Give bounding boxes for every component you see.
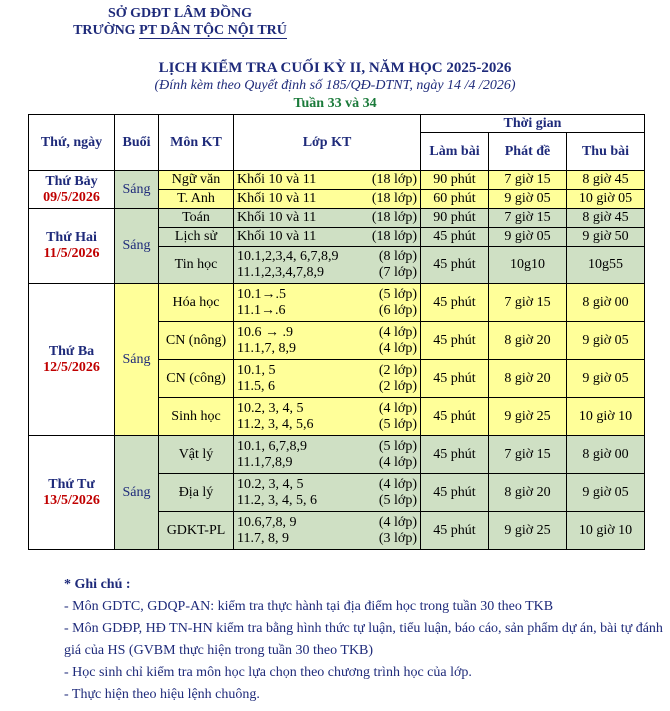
class-count: (4 lớp): [378, 476, 417, 492]
end-cell: 10 giờ 10: [567, 512, 645, 550]
start-cell: 9 giờ 25: [489, 398, 567, 436]
document-title: LỊCH KIỂM TRA CUỐI KỲ II, NĂM HỌC 2025-2026: [158, 60, 512, 76]
class-list: 10.2, 3, 4, 5: [237, 476, 304, 492]
duration-cell: 60 phút: [421, 190, 489, 209]
day-cell: [29, 284, 115, 436]
start-cell: 9 giờ 25: [489, 512, 567, 550]
session-cell: Sáng: [115, 436, 159, 550]
subject-cell: Vật lý: [159, 436, 234, 474]
day-name: Thứ Ba: [48, 343, 95, 359]
class-count: (18 lớp): [371, 172, 417, 187]
class-count: (4 lớp): [378, 454, 417, 470]
class-count: (6 lớp): [378, 302, 417, 318]
subject-cell: Hóa học: [159, 284, 234, 322]
end-cell: 9 giờ 50: [567, 228, 645, 247]
col-header-day: Thứ, ngày: [29, 115, 115, 171]
class-cell: [234, 436, 421, 474]
table-row: [29, 209, 645, 228]
class-count: (5 lớp): [378, 286, 417, 302]
class-count: (5 lớp): [378, 416, 417, 432]
class-list: 11.2, 3, 4, 5, 6: [237, 492, 317, 508]
day-cell: [29, 209, 115, 284]
end-cell: 9 giờ 05: [567, 322, 645, 360]
table-row: [29, 436, 645, 474]
class-list: 10.1, 6,7,8,9: [237, 438, 307, 454]
day-name: Thứ Hai: [46, 230, 97, 245]
class-count: (4 lớp): [378, 340, 417, 356]
start-cell: 7 giờ 15: [489, 284, 567, 322]
start-cell: 10g10: [489, 247, 567, 284]
start-cell: 9 giờ 05: [489, 228, 567, 247]
class-cell: [234, 190, 421, 209]
note-line: - Học sinh chỉ kiểm tra môn học lựa chọn theo chương trình học của lớp.: [64, 665, 472, 680]
duration-cell: 45 phút: [421, 512, 489, 550]
day-date: 12/5/2026: [43, 359, 100, 375]
class-count: (4 lớp): [378, 400, 417, 416]
class-cell: [234, 247, 421, 284]
notes-heading: * Ghi chú :: [64, 577, 131, 592]
class-cell: [234, 398, 421, 436]
day-date: 09/5/2026: [43, 189, 100, 205]
session-cell: Sáng: [115, 284, 159, 436]
class-list: 11.2, 3, 4, 5,6: [237, 416, 314, 432]
day-date: 11/5/2026: [43, 246, 100, 261]
class-list: 11.5, 6: [237, 378, 275, 394]
day-name: Thứ Tư: [48, 476, 95, 492]
col-header-class: Lớp KT: [234, 115, 421, 171]
subject-cell: Địa lý: [159, 474, 234, 512]
class-list: 11.1→.6: [237, 302, 286, 318]
class-count: (18 lớp): [371, 210, 417, 225]
start-cell: 7 giờ 15: [489, 209, 567, 228]
duration-cell: 45 phút: [421, 247, 489, 284]
class-list: 11.1,7,8,9: [237, 454, 293, 470]
class-cell: [234, 228, 421, 247]
start-cell: 7 giờ 15: [489, 171, 567, 190]
class-cell: [234, 322, 421, 360]
class-list: Khối 10 và 11: [237, 172, 317, 187]
end-cell: 10 giờ 10: [567, 398, 645, 436]
school-name: [0, 22, 360, 39]
class-count: (3 lớp): [378, 530, 417, 546]
day-cell: [29, 436, 115, 550]
week-label: Tuần 33 và 34: [293, 96, 377, 111]
class-list: 10.1→.5: [237, 286, 286, 302]
class-list: 11.1,7, 8,9: [237, 340, 296, 356]
start-cell: 8 giờ 20: [489, 322, 567, 360]
subject-cell: GDKT-PL: [159, 512, 234, 550]
note-line: - Môn GDTC, GDQP-AN: kiểm tra thực hành tại địa điểm học trong tuần 30 theo TKB: [64, 599, 554, 614]
start-cell: 8 giờ 20: [489, 474, 567, 512]
duration-cell: 45 phút: [421, 398, 489, 436]
class-cell: [234, 284, 421, 322]
end-cell: 9 giờ 05: [567, 474, 645, 512]
subject-cell: Tin học: [159, 247, 234, 284]
class-count: (18 lớp): [371, 191, 417, 206]
department-name: SỞ GDĐT LÂM ĐỒNG: [107, 6, 253, 21]
note-line: - Môn GDĐP, HĐ TN-HN kiểm tra bằng hình thức tự luận, tiểu luận, báo cáo, sản phẩm dự án, bài tự đánh giá của HS (GVBM thực hiện trong tuần 30 theo TKB): [64, 621, 663, 658]
class-list: 10.1, 5: [237, 362, 276, 378]
class-cell: [234, 171, 421, 190]
class-count: (2 lớp): [378, 362, 417, 378]
class-list: 11.1,2,3,4,7,8,9: [237, 265, 324, 280]
class-count: (5 lớp): [378, 492, 417, 508]
note-line: - Thực hiện theo hiệu lệnh chuông.: [64, 687, 260, 702]
start-cell: 8 giờ 20: [489, 360, 567, 398]
school-prefix: TRƯỜNG: [73, 23, 140, 38]
class-cell: [234, 474, 421, 512]
session-cell: Sáng: [115, 171, 159, 209]
class-cell: [234, 512, 421, 550]
duration-cell: 90 phút: [421, 171, 489, 190]
class-list: Khối 10 và 11: [237, 229, 317, 244]
document-subtitle: (Đính kèm theo Quyết định số 185/QĐ-DTNT, ngày 14 /4 /2026): [154, 78, 516, 93]
subject-cell: Toán: [159, 209, 234, 228]
class-count: (8 lớp): [378, 249, 417, 264]
subject-cell: CN (công): [159, 360, 234, 398]
start-cell: 7 giờ 15: [489, 436, 567, 474]
col-header-time-group: Thời gian: [421, 115, 645, 133]
col-header-subject: Môn KT: [159, 115, 234, 171]
table-row: [29, 171, 645, 190]
class-list: Khối 10 và 11: [237, 191, 317, 206]
notes-section: [64, 574, 664, 706]
school-name-underlined: PT DÂN TỘC NỘI TRÚ: [139, 23, 287, 38]
end-cell: 10g55: [567, 247, 645, 284]
duration-cell: 45 phút: [421, 284, 489, 322]
end-cell: 10 giờ 05: [567, 190, 645, 209]
end-cell: 8 giờ 00: [567, 436, 645, 474]
class-list: 10.2, 3, 4, 5: [237, 400, 304, 416]
col-header-duration: Làm bài: [421, 133, 489, 171]
duration-cell: 45 phút: [421, 322, 489, 360]
day-name: Thứ Bảy: [45, 173, 98, 189]
day-date: 13/5/2026: [43, 492, 100, 508]
end-cell: 8 giờ 45: [567, 171, 645, 190]
start-cell: 9 giờ 05: [489, 190, 567, 209]
class-cell: [234, 360, 421, 398]
class-list: 10.6,7,8, 9: [237, 514, 297, 530]
subject-cell: Lịch sử: [159, 228, 234, 247]
class-cell: [234, 209, 421, 228]
session-cell: Sáng: [115, 209, 159, 284]
end-cell: 9 giờ 05: [567, 360, 645, 398]
col-header-end: Thu bài: [567, 133, 645, 171]
duration-cell: 45 phút: [421, 474, 489, 512]
class-count: (4 lớp): [378, 514, 417, 530]
class-count: (7 lớp): [378, 265, 417, 280]
day-cell: [29, 171, 115, 209]
duration-cell: 90 phút: [421, 209, 489, 228]
class-list: Khối 10 và 11: [237, 210, 317, 225]
class-list: 11.7, 8, 9: [237, 530, 289, 546]
end-cell: 8 giờ 45: [567, 209, 645, 228]
class-count: (5 lớp): [378, 438, 417, 454]
subject-cell: Sinh học: [159, 398, 234, 436]
class-list: 10.1,2,3,4, 6,7,8,9: [237, 249, 339, 264]
duration-cell: 45 phút: [421, 436, 489, 474]
class-count: (2 lớp): [378, 378, 417, 394]
class-count: (4 lớp): [378, 324, 417, 340]
table-row: [29, 284, 645, 322]
col-header-session: Buổi: [115, 115, 159, 171]
class-count: (18 lớp): [371, 229, 417, 244]
exam-schedule-table: [28, 114, 645, 550]
subject-cell: Ngữ văn: [159, 171, 234, 190]
subject-cell: T. Anh: [159, 190, 234, 209]
subject-cell: CN (nông): [159, 322, 234, 360]
duration-cell: 45 phút: [421, 228, 489, 247]
class-list: 10.6 → .9: [237, 324, 293, 340]
end-cell: 8 giờ 00: [567, 284, 645, 322]
col-header-start: Phát đề: [489, 133, 567, 171]
duration-cell: 45 phút: [421, 360, 489, 398]
